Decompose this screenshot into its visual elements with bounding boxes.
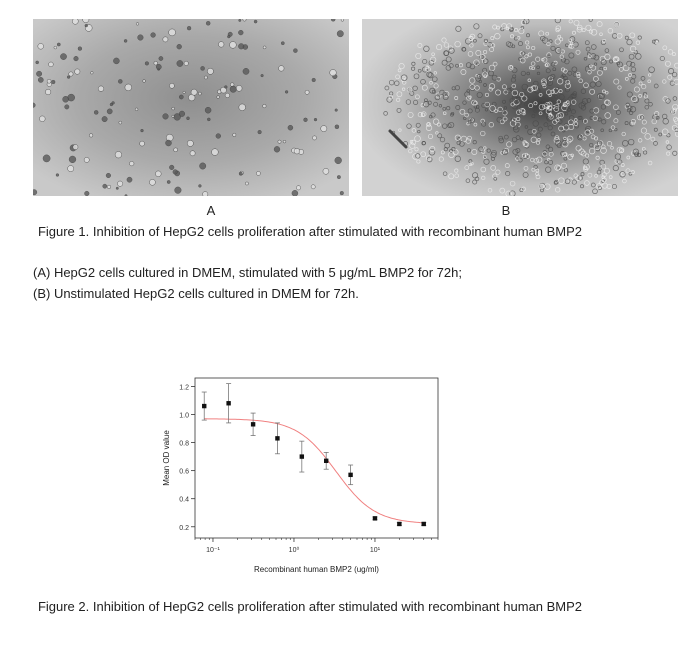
cell [163,37,168,42]
cell [261,74,264,77]
cell [172,107,175,110]
fit-line [204,419,424,523]
cell [135,108,138,111]
cell [278,140,281,143]
cell [227,35,230,38]
cell [288,125,293,130]
panel-label-b: B [501,203,511,218]
cell [45,89,51,95]
cell [218,42,224,48]
cell [304,118,308,122]
cell [124,39,127,42]
cell [56,174,59,177]
cell [173,170,178,175]
cell [335,125,339,129]
cell [238,44,244,50]
cell [138,35,144,41]
cell [217,96,220,99]
cell [274,146,280,152]
cell [33,190,37,195]
cell [177,60,183,66]
cell [279,66,285,72]
cell [254,20,257,23]
data-point [422,522,426,526]
cell [74,56,79,61]
cell [163,114,169,120]
cell [205,107,211,113]
cell [107,109,112,114]
y-tick-label: 0.4 [179,496,189,504]
cell [204,76,207,79]
cell [151,33,156,38]
cell [236,85,242,91]
cell [239,172,242,175]
cell [243,19,246,21]
cell [294,148,300,154]
cell [239,19,241,21]
cell [283,140,286,143]
cell [312,78,316,82]
cell [166,140,172,146]
cell [201,66,205,70]
cell [169,165,174,170]
data-point [373,516,377,520]
cell [230,42,237,49]
data-point [226,401,230,405]
cell [33,103,35,108]
data-point [324,459,328,463]
cell [187,26,191,30]
cell [85,191,90,196]
cell [184,61,188,65]
cell [60,54,66,60]
x-axis-label: Recombinant human BMP2 (ug/ml) [254,565,379,574]
cell [179,111,185,117]
y-tick-label: 0.2 [179,524,189,532]
plot-frame [195,378,438,538]
cell [305,90,309,94]
cell [172,115,174,117]
cell [78,47,82,51]
cell [154,61,158,65]
cell [292,190,298,196]
cell [175,187,182,194]
micrograph-a [33,19,349,196]
cell [63,96,69,102]
x-tick-label: 10⁰ [288,547,300,554]
cell [156,64,161,69]
cell [312,136,316,140]
cell [159,56,163,60]
cell [335,157,342,164]
y-tick-label: 0.8 [179,440,189,448]
figure1-caption: Figure 1. Inhibition of HepG2 cells proliferation after stimulated with recombinant human BMP2 [37,224,583,239]
cell [116,187,118,189]
micrograph-b [362,19,678,196]
cell [118,79,122,83]
cell [119,121,122,124]
y-axis-label: Mean OD value [162,430,171,486]
cell [245,182,248,185]
cell [125,195,127,197]
cell [199,185,202,188]
cell [216,134,221,139]
cell [102,116,107,121]
cell [331,19,335,21]
data-point [251,422,255,426]
cell [106,173,111,178]
cell [337,175,340,178]
cell [143,80,146,83]
cell [52,80,56,84]
cell [39,116,45,122]
y-tick-label: 0.6 [179,468,189,476]
cell [47,79,51,83]
cell [110,103,113,106]
cell [337,31,343,37]
cell [149,179,155,185]
data-point [202,404,206,408]
cell [177,44,182,49]
x-tick-label: 10⁻¹ [206,547,220,554]
cell [145,62,149,66]
cell [68,166,74,172]
cell [225,93,230,98]
cell [296,186,300,190]
cell [230,86,236,92]
data-point [300,454,304,458]
y-tick-label: 1.2 [179,384,189,392]
fit-curve [204,419,424,523]
cell [89,134,93,138]
cell [141,129,144,132]
cell [73,145,78,150]
cell [190,151,195,156]
figure1-legend-b: (B) Unstimulated HepG2 cells cultured in DMEM for 72h. [33,286,359,301]
cell [84,157,89,162]
dose-response-chart [155,360,455,585]
cell [127,177,132,182]
cell [69,156,76,163]
cell [98,86,104,92]
cell [38,77,43,82]
cell [183,91,185,93]
cell [167,180,170,183]
cell [54,46,57,49]
cell [212,149,219,156]
cell [341,19,344,21]
cell [321,126,327,132]
cell [49,62,54,67]
cell [129,161,134,166]
cell [169,29,176,36]
cell [311,185,315,189]
cell [224,86,227,89]
cell [256,171,260,175]
data-point [275,436,279,440]
cell [314,118,317,121]
cell [187,117,190,120]
cell [238,30,243,35]
cell [263,46,266,49]
cell [69,72,73,76]
cell [203,192,208,197]
cell [36,61,39,64]
cell [43,155,50,162]
cell [125,84,132,91]
cell [323,168,329,174]
cell [179,95,183,99]
data-points [202,384,427,527]
data-point [397,522,401,526]
y-tick-label: 1.0 [179,412,189,420]
cell [65,105,69,109]
cell [136,23,139,26]
cell [85,24,88,27]
cell [67,76,70,79]
cell [330,69,337,76]
cell [335,109,338,112]
cell [206,21,210,25]
cell [198,92,201,95]
cell [207,68,213,74]
cell [239,104,246,111]
cell [72,19,78,24]
cell [117,181,122,186]
cell [258,130,262,134]
cell [207,118,210,121]
cell [285,91,288,94]
cell [169,83,174,88]
cell [57,43,60,46]
panel-label-a: A [206,203,216,218]
cell [243,68,249,74]
cell [140,141,145,146]
cell [113,58,119,64]
cell [233,133,236,136]
cell [107,185,111,189]
cell [38,43,44,49]
figure2-caption: Figure 2. Inhibition of HepG2 cells proliferation after stimulated with recombinant human BMP2 [37,599,583,614]
cell [94,110,98,114]
cell [340,191,344,195]
cell [263,104,267,108]
figure1-legend-a: (A) HepG2 cells cultured in DMEM, stimulated with 5 μg/mL BMP2 for 72h; [33,265,462,280]
cell [191,89,197,95]
cell [115,151,122,158]
cell [75,69,80,74]
cell [281,42,284,45]
x-tick-label: 10¹ [369,547,381,554]
cell [36,71,41,76]
cell [174,148,178,152]
cell [155,171,161,177]
cell [187,140,193,146]
cell [91,72,94,75]
cell [200,163,206,169]
cell [293,49,297,53]
data-point [348,473,352,477]
cell [103,184,107,188]
